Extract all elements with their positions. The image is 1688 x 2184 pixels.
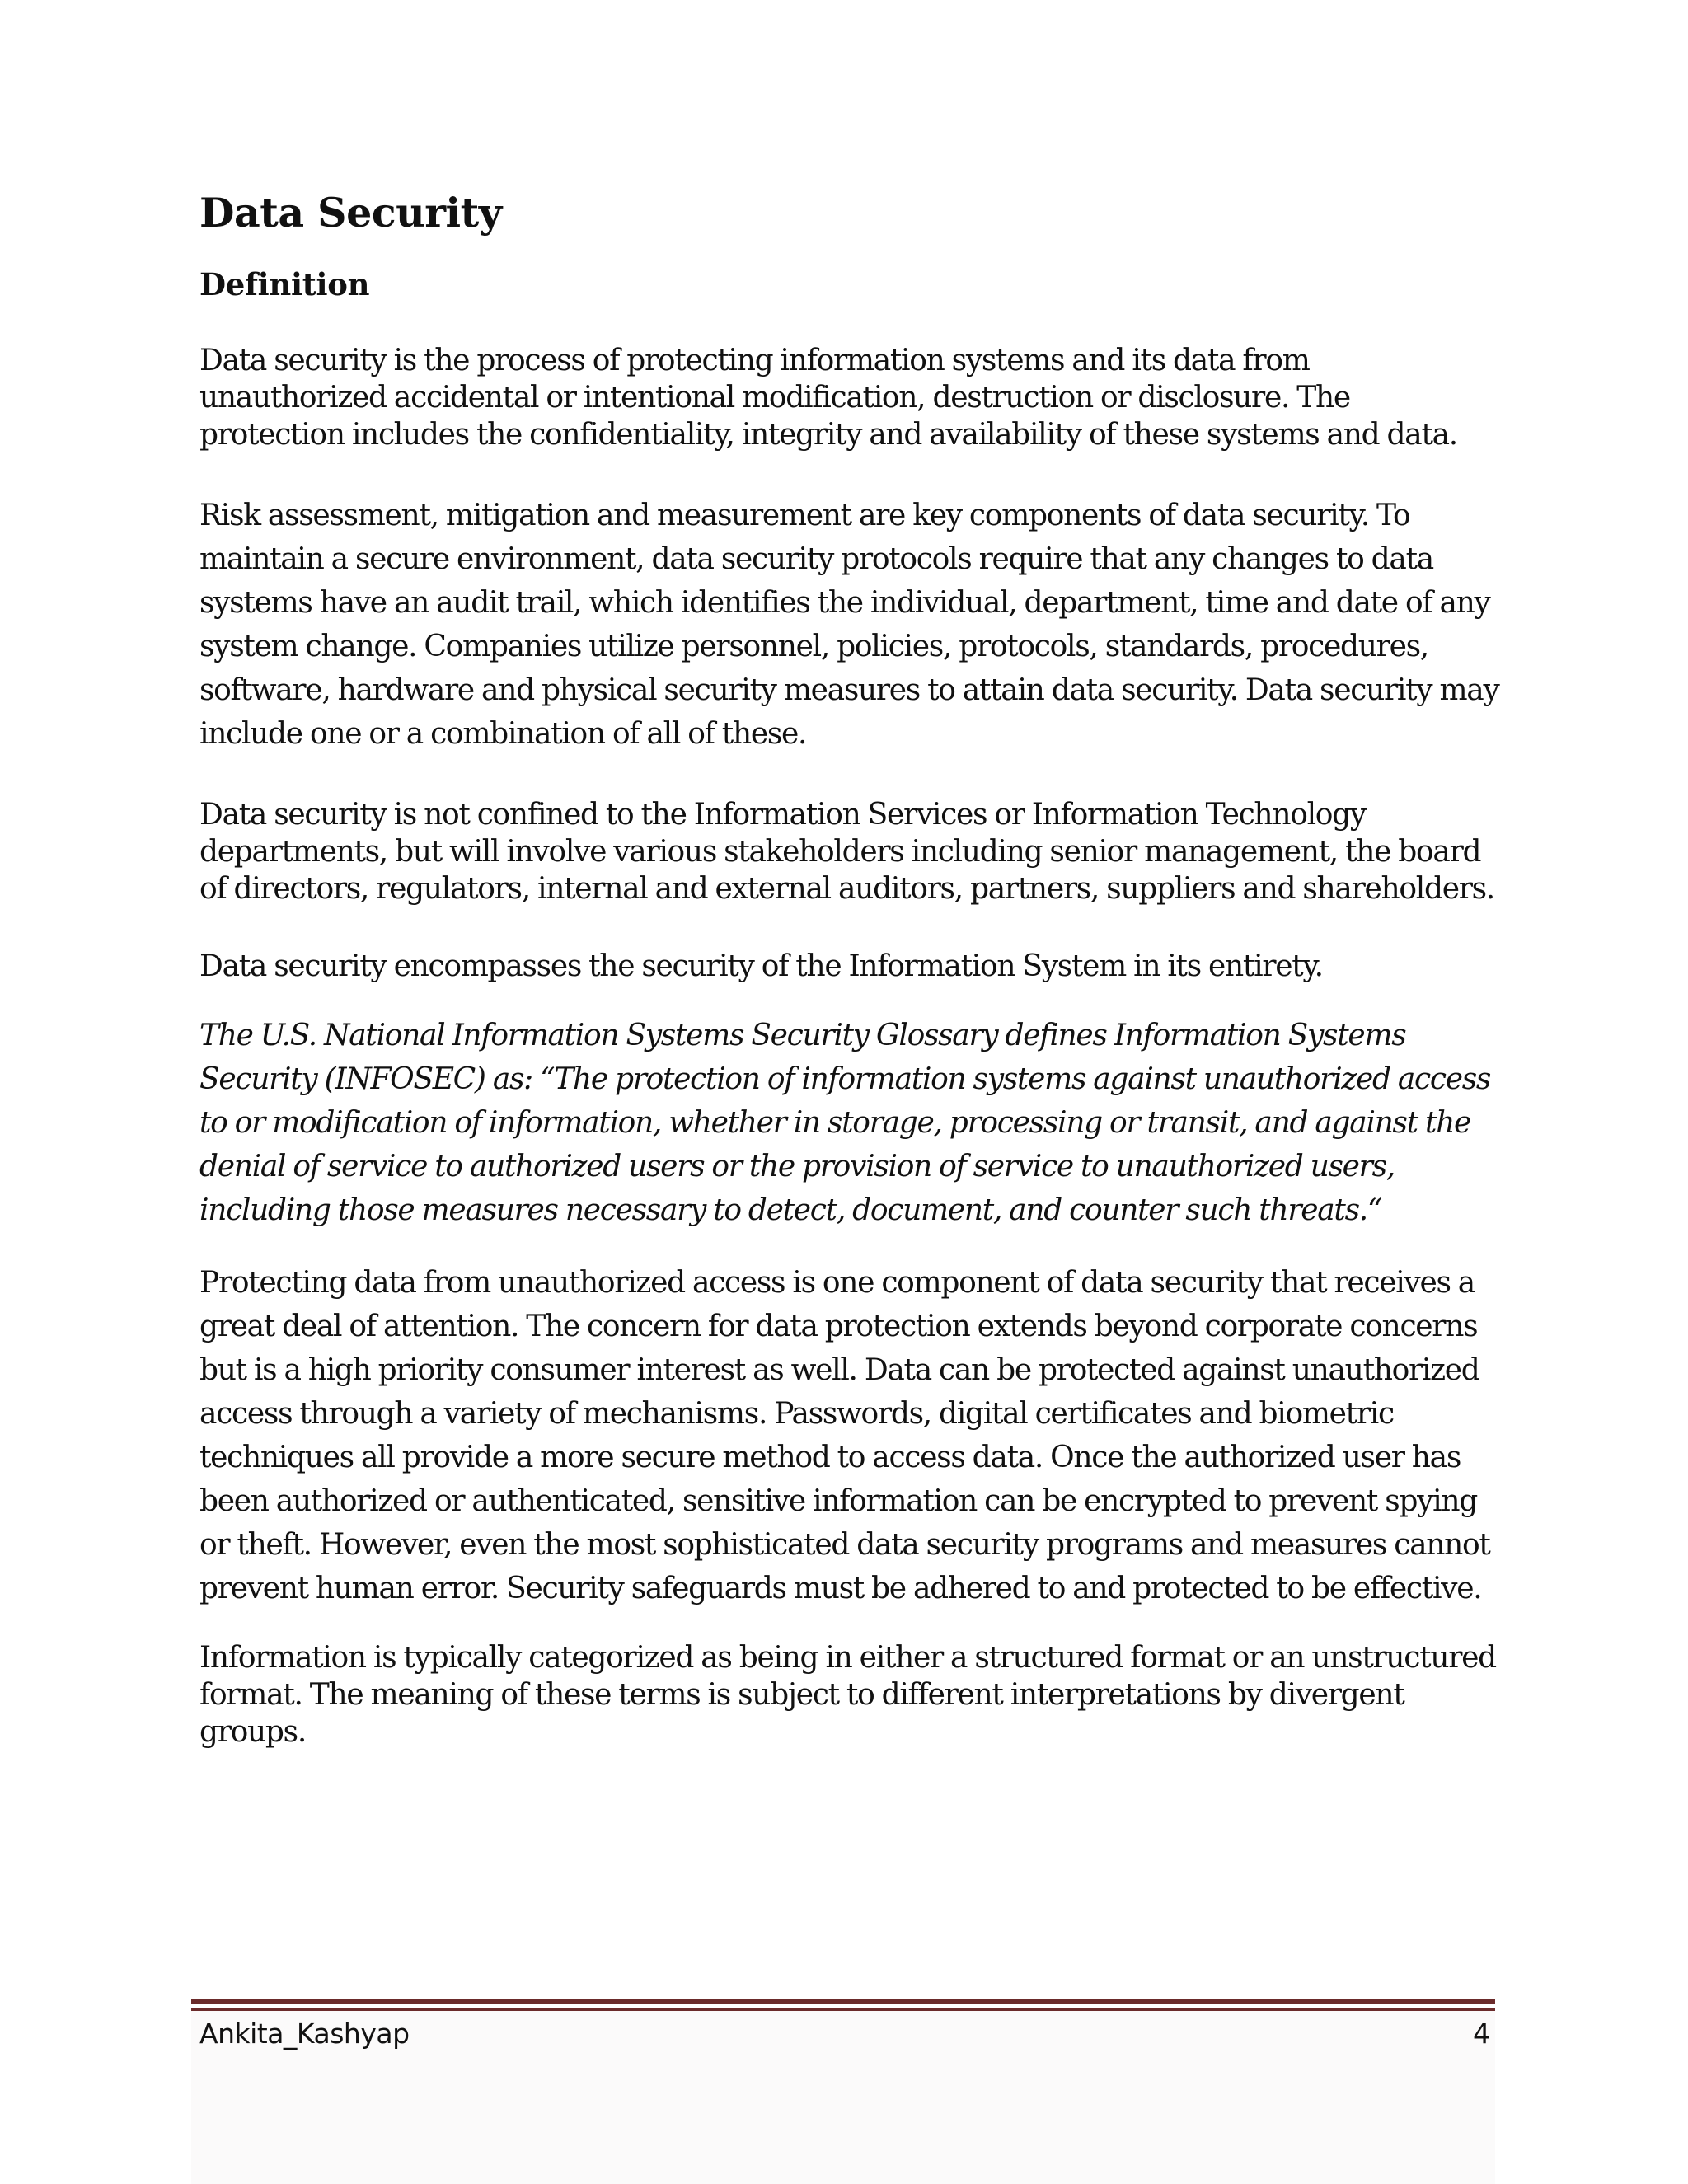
footer-rule-thick (191, 1999, 1495, 2004)
section-heading: Definition (199, 266, 370, 303)
page-title: Data Security (199, 189, 502, 237)
paragraph-unauthorized-access: Protecting data from unauthorized access is one component of data security that receives a great deal of attention. The concern for data protection extends beyond corporate concerns but is a high priority consumer interest as well. Data can be protected against unauthorized access through a variety of mechanisms. Passwords, digital certificates and biometric techniques all provide a more secure method to access data. Once the authorized user has been authorized or authenticated, sensitive information can be encrypted to prevent spying or theft. However, even the most sophisticated data security programs and measures cannot prevent human error. Security safeguards must be adhered to and protected to be effective. (199, 1265, 1490, 1605)
paragraph-risk-assessment: Risk assessment, mitigation and measurement are key components of data security. To maintain a secure environment, data security protocols require that any changes to data systems have an audit trail, which identifies the individual, department, time and date of any system change. Companies utilize personnel, policies, protocols, standards, procedures, software, hardware and physical security measures to attain data security. Data security may include one or a combination of all of these. (199, 498, 1499, 751)
page-number: 4 (1473, 2018, 1490, 2050)
paragraph-definition: Data security is the process of protecting information systems and its data from unauthorized accidental or intentional modification, destruction or disclosure. The protection includes the confidentiality, integrity and availability of these systems and data. (199, 343, 1457, 452)
paragraph-infosec-quote: The U.S. National Information Systems Security Glossary defines Information Systems Security (INFOSEC) as: “The protection of information systems against unauthorized access to or modification of information, whether in storage, processing or transit, and against the denial of service to authorized users or the provision of service to unauthorized users, including those measures necessary to detect, document, and counter such threats.“ (199, 1018, 1491, 1227)
paragraph-stakeholders: Data security is not confined to the Information Services or Information Technology departments, but will involve various stakeholders including senior management, the board of directors, regulators, internal and external auditors, partners, suppliers and shareholders. (199, 797, 1494, 906)
paragraph-entirety: Data security encompasses the security of the Information System in its entirety. (199, 949, 1323, 983)
footer-author: Ankita_Kashyap (199, 2018, 410, 2050)
paragraph-information-formats: Information is typically categorized as being in either a structured format or an unstructured format. The meaning of these terms is subject to different interpretations by divergent groups. (199, 1640, 1496, 1749)
page-content (199, 190, 1502, 1750)
